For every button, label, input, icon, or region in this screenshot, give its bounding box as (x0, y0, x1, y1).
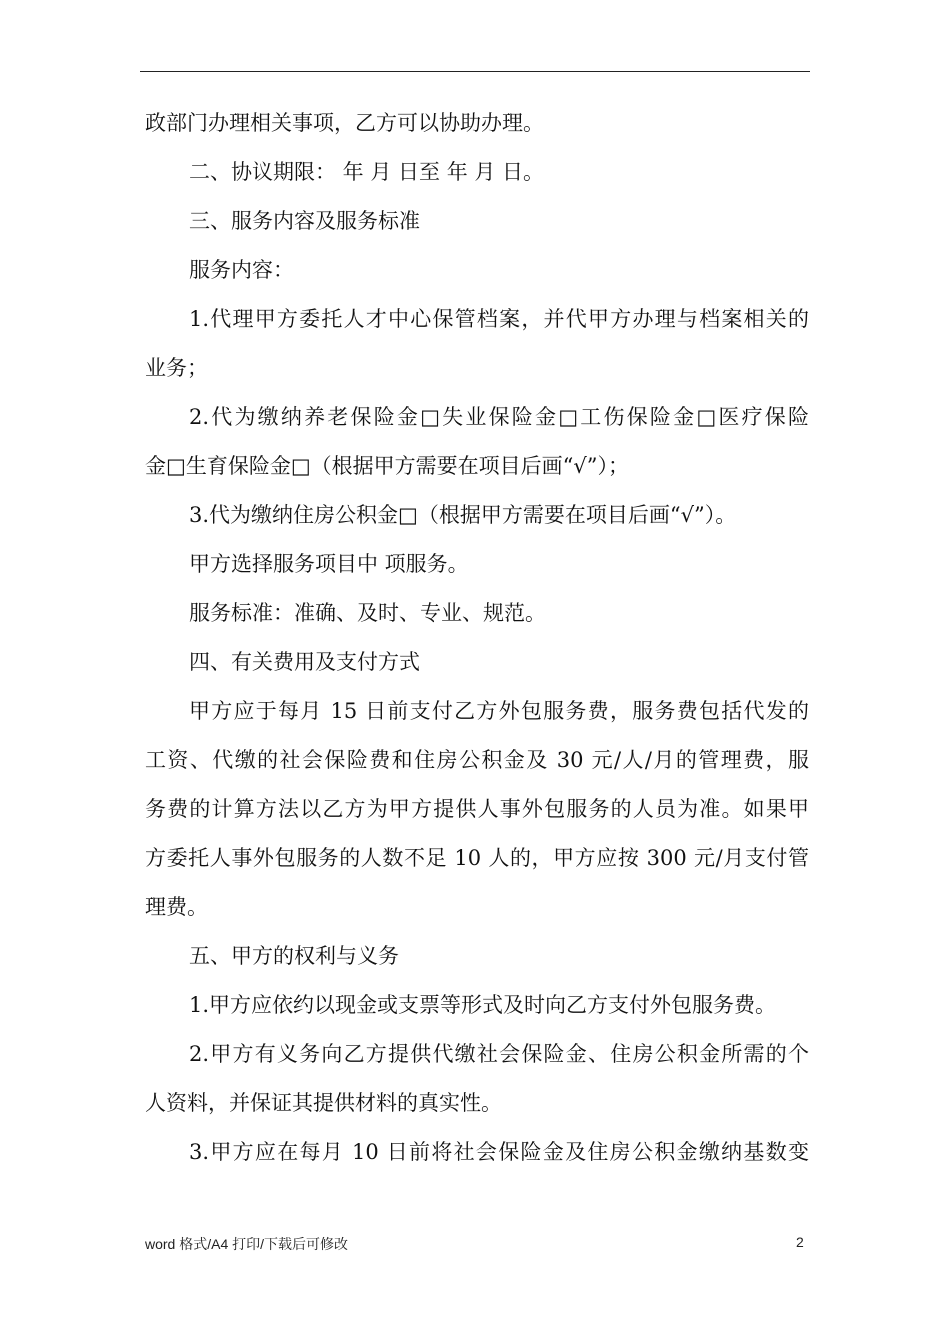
page-number: 2 (796, 1234, 804, 1250)
paragraph-line: 1.甲方应依约以现金或支票等形式及时向乙方支付外包服务费。 (189, 993, 777, 1017)
paragraph-line: 2.代为缴纳养老保险金□失业保险金□工伤保险金□医疗保险 (189, 405, 809, 429)
paragraph-line: 2.甲方有义务向乙方提供代缴社会保险金、住房公积金所需的个 (189, 1042, 809, 1066)
section-heading: 三、服务内容及服务标准 (189, 209, 420, 233)
section-heading: 四、有关费用及支付方式 (189, 650, 420, 674)
paragraph-line: 工资、代缴的社会保险费和住房公积金及 30 元/人/月的管理费，服 (145, 748, 809, 772)
paragraph-line: 甲方选择服务项目中 项服务。 (189, 552, 469, 576)
paragraph-line: 务费的计算方法以乙方为甲方提供人事外包服务的人员为准。如果甲 (145, 797, 809, 821)
paragraph-line: 甲方应于每月 15 日前支付乙方外包服务费，服务费包括代发的 (189, 699, 809, 723)
paragraph-line: 方委托人事外包服务的人数不足 10 人的，甲方应按 300 元/月支付管 (145, 846, 810, 870)
paragraph-line: 人资料，并保证其提供材料的真实性。 (145, 1091, 502, 1115)
paragraph-line: 3.代为缴纳住房公积金□（根据甲方需要在项目后画“√”）。 (189, 503, 737, 527)
paragraph-line: 理费。 (145, 895, 208, 919)
paragraph-line: 3.甲方应在每月 10 日前将社会保险金及住房公积金缴纳基数变 (189, 1140, 809, 1164)
paragraph-line: 政部门办理相关事项，乙方可以协助办理。 (145, 111, 544, 135)
paragraph-line: 金□生育保险金□（根据甲方需要在项目后画“√”）； (145, 454, 630, 478)
paragraph-line: 二、协议期限： 年 月 日至 年 月 日。 (189, 160, 545, 184)
paragraph-line: 服务内容： (189, 258, 294, 282)
document-body (145, 99, 809, 1177)
paragraph-line: 业务； (145, 356, 208, 380)
footer-note: word 格式/A4 打印/下载后可修改 (145, 1236, 349, 1252)
paragraph-line: 服务标准：准确、及时、专业、规范。 (189, 601, 546, 625)
section-heading: 五、甲方的权利与义务 (189, 944, 399, 968)
paragraph-line: 1.代理甲方委托人才中心保管档案，并代甲方办理与档案相关的 (189, 307, 809, 331)
header-rule (140, 71, 810, 72)
